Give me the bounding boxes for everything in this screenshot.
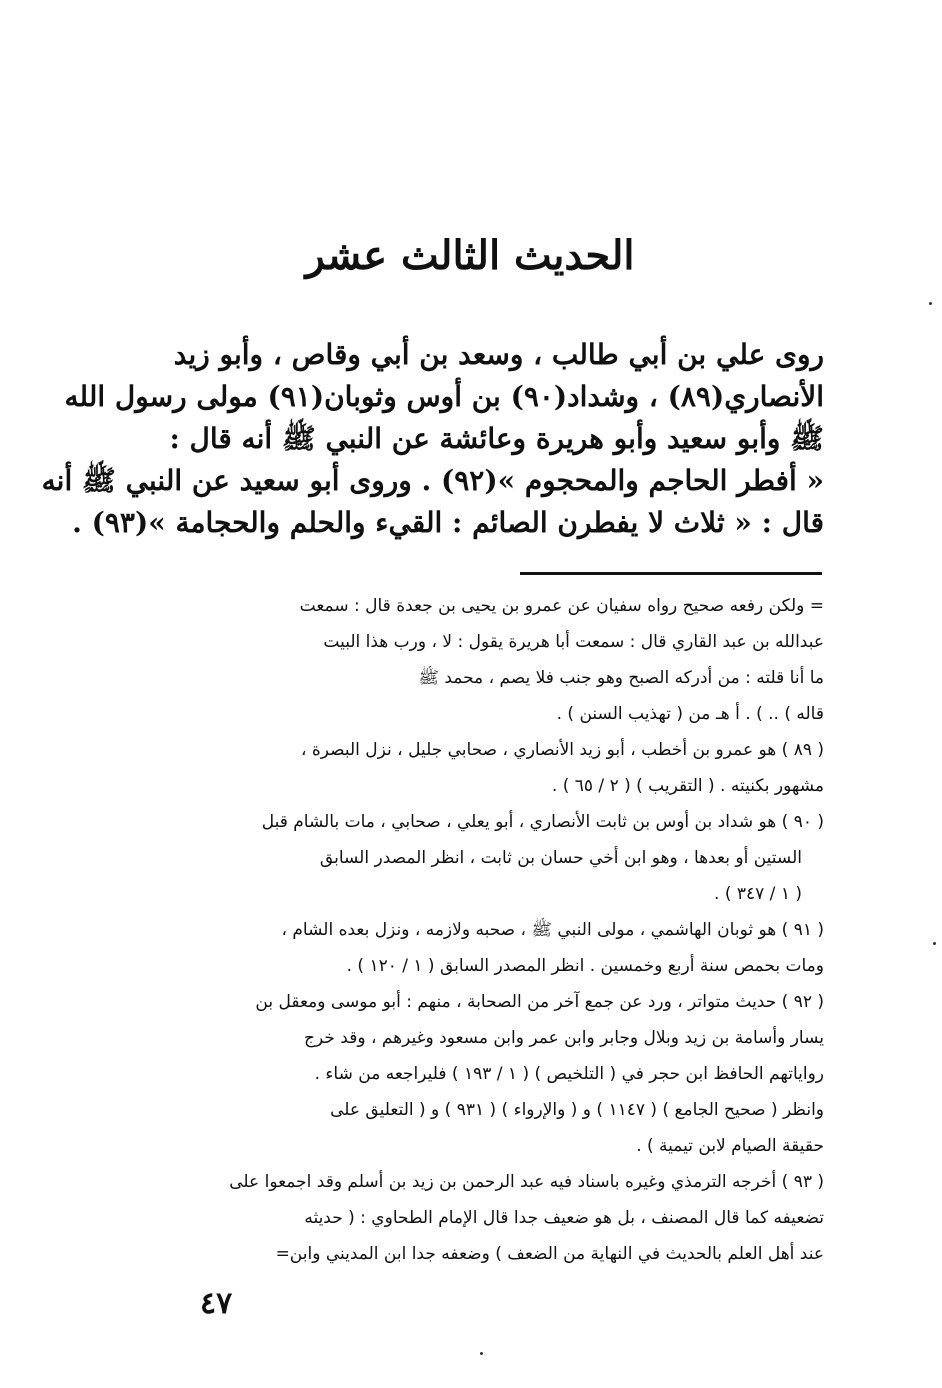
main-text-line: الأنصاري(٨٩) ، وشداد(٩٠) بن أوس وثوبان(٩١) مولى رسول الله	[64, 380, 824, 413]
footnote-line: ( ٩٣ ) أخرجه الترمذي وغيره باسناد فيه عبد الرحمن بن زيد بن أسلم وقد اجمعوا على	[229, 1172, 824, 1192]
footnote-line: عند أهل العلم بالحديث في النهاية من الضعف ) وضعفه جدا ابن المديني وابن=	[275, 1244, 824, 1264]
footnote-line: ( ٩١ ) هو ثوبان الهاشمي ، مولى النبي ﷺ ، صحبه ولازمه ، ونزل بعده الشام ،	[281, 920, 824, 940]
footnote-line: رواياتهم الحافظ ابن حجر في ( التلخيص ) ( ١ / ١٩٣ ) فليراجعه من شاء .	[314, 1064, 824, 1084]
footnote-line: عبدالله بن عبد القاري قال : سمعت أبا هريرة يقول : لا ، ورب هذا البيت	[323, 632, 824, 652]
footnote-93	[160, 1164, 824, 1272]
main-text-line: « أفطر الحاجم والمحجوم »(٩٢) . وروى أبو سعيد عن النبي ﷺ أنه	[41, 464, 824, 497]
footnote-line: ( ٩٢ ) حديث متواتر ، ورد عن جمع آخر من الصحابة ، منهم : أبو موسى ومعقل بن	[255, 992, 824, 1012]
footnote-line: ( ٩٠ ) هو شداد بن أوس بن ثابت الأنصاري ، أبو يعلي ، صحابي ، مات بالشام قبل	[261, 812, 824, 832]
footnote-90	[160, 804, 824, 912]
footnote-line: ومات بحمص سنة أربع وخمسين . انظر المصدر السابق ( ١ / ١٢٠ ) .	[346, 956, 824, 976]
page-number: ٤٧	[200, 1286, 233, 1321]
main-text	[41, 334, 824, 544]
footnote-line: ما أنا قلته : من أدركه الصبح وهو جنب فلا يصم ، محمد ﷺ	[418, 668, 824, 688]
footnote-separator	[520, 572, 822, 575]
scan-speck	[933, 942, 936, 945]
footnote-line: يسار وأسامة بن زيد وبلال وجابر وابن عمر وابن مسعود وغيرهم ، وقد خرج	[304, 1028, 824, 1048]
footnote-line: الستين أو بعدها ، وهو ابن أخي حسان بن ثابت ، انظر المصدر السابق	[319, 848, 802, 868]
main-text-line: روى علي بن أبي طالب ، وسعد بن أبي وقاص ، وأبو زيد	[173, 338, 824, 371]
footnote-line: = ولكن رفعه صحيح رواه سفيان عن عمرو بن يحيى بن جعدة قال : سمعت	[299, 596, 824, 616]
footnote-continued	[160, 588, 824, 732]
footnote-line: حقيقة الصيام لابن تيمية ) .	[636, 1136, 824, 1156]
footnote-line: وانظر ( صحيح الجامع ) ( ١١٤٧ ) و ( والإرواء ) ( ٩٣١ ) و ( التعليق على	[330, 1100, 824, 1120]
footnote-line: تضعيفه كما قال المصنف ، بل هو ضعيف جدا قال الإمام الطحاوي : ( حديثه	[304, 1208, 824, 1228]
footnote-89	[160, 732, 824, 804]
footnotes	[160, 588, 824, 1272]
main-text-line: ﷺ وأبو سعيد وأبو هريرة وعائشة عن النبي ﷺ أنه قال :	[169, 422, 824, 455]
main-text-line: قال : « ثلاث لا يفطرن الصائم : القيء والحلم والحجامة »(٩٣) .	[72, 506, 824, 539]
scan-speck	[929, 302, 932, 305]
footnote-line: ( ٨٩ ) هو عمرو بن أخطب ، أبو زيد الأنصاري ، صحابي جليل ، نزل البصرة ،	[300, 740, 824, 760]
footnote-line: قاله ) .. ) . أ هـ من ( تهذيب السنن ) .	[556, 704, 824, 724]
footnote-92	[160, 984, 824, 1164]
footnote-line: مشهور بكنيته . ( التقريب ) ( ٢ / ٦٥ ) .	[551, 776, 824, 796]
chapter-title: الحديث الثالث عشر	[305, 232, 635, 279]
footnote-91	[160, 912, 824, 984]
footnote-line: ( ١ / ٣٤٧ ) .	[714, 884, 802, 904]
scan-speck	[480, 1352, 483, 1355]
